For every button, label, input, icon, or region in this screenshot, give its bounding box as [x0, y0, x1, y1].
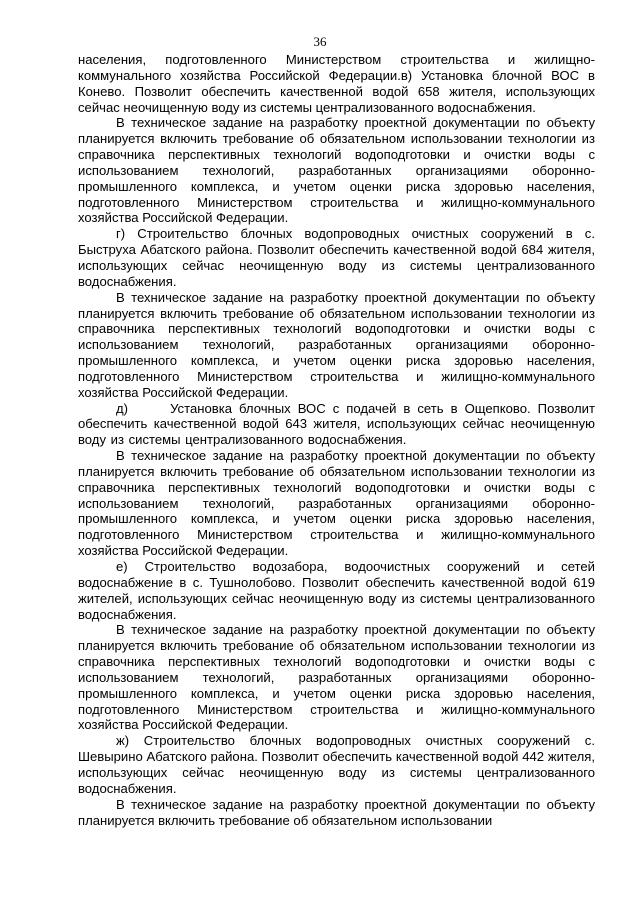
paragraph-item-e: е) Строительство водозабора, водоочистных сооружений и сетей водоснабжение в с. Тушнолобово. Позволит обеспечить качественной водой 619 жителей, использующих сейчас неочищенную воду из системы централизованного водоснабжения.: [78, 559, 595, 622]
paragraph-item-d: д) Установка блочных ВОС с подачей в сеть в Ощепково. Позволит обеспечить качественной водой 643 жителя, использующих сейчас неочищенную воду из системы централизованного водоснабжения.: [78, 400, 600, 448]
paragraph-tz-requirement: В техническое задание на разработку проектной документации по объекту планируется включить требование об обязательном использовании технологии из справочника перспективных технологий водоподготовки и очистки воды с использованием технологий, разработанных организациями оборонно-промышленного комплекса, и учетом оценки риска здоровью населения, подготовленного Министерством строительства и жилищно-коммунального хозяйства Российской Федерации.: [78, 622, 595, 733]
page-number: 36: [313, 34, 327, 49]
paragraph-tz-requirement: В техническое задание на разработку проектной документации по объекту планируется включить требование об обязательном использовании технологии из справочника перспективных технологий водоподготовки и очистки воды с использованием технологий, разработанных организациями оборонно-промышленного комплекса, и учетом оценки риска здоровью населения, подготовленного Министерством строительства и жилищно-коммунального хозяйства Российской Федерации.: [78, 448, 595, 559]
paragraph-continuation: населения, подготовленного Министерством строительства и жилищно-коммунального хозяйства Российской Федерации.в) Установка блочной ВОС в Конево. Позволит обеспечить качественной водой 658 жителя, использующих сейчас неочищенную воду из системы централизованного водоснабжения.: [78, 52, 595, 115]
paragraph-tz-requirement: В техническое задание на разработку проектной документации по объекту планируется включить требование об обязательном использовании технологии из справочника перспективных технологий водоподготовки и очистки воды с использованием технологий, разработанных организациями оборонно-промышленного комплекса, и учетом оценки риска здоровью населения, подготовленного Министерством строительства и жилищно-коммунального хозяйства Российской Федерации.: [78, 289, 595, 400]
paragraph-item-zh: ж) Строительство блочных водопроводных очистных сооружений с. Шевырино Абатского района. Позволит обеспечить качественной водой 442 жителя, использующих сейчас неочищенную воду из системы централизованного водоснабжения.: [78, 733, 595, 796]
document-body: [78, 52, 600, 828]
paragraph-item-g: г) Строительство блочных водопроводных очистных сооружений в с. Быструха Абатского района. Позволит обеспечить качественной водой 684 жителя, использующих сейчас неочищенную воду из системы централизованного водоснабжения.: [78, 226, 595, 289]
paragraph-tz-requirement: В техническое задание на разработку проектной документации по объекту планируется включить требование об обязательном использовании: [78, 796, 595, 828]
paragraph-tz-requirement: В техническое задание на разработку проектной документации по объекту планируется включить требование об обязательном использовании технологии из справочника перспективных технологий водоподготовки и очистки воды с использованием технологий, разработанных организациями оборонно-промышленного комплекса, и учетом оценки риска здоровью населения, подготовленного Министерством строительства и жилищно-коммунального хозяйства Российской Федерации.: [78, 115, 595, 226]
